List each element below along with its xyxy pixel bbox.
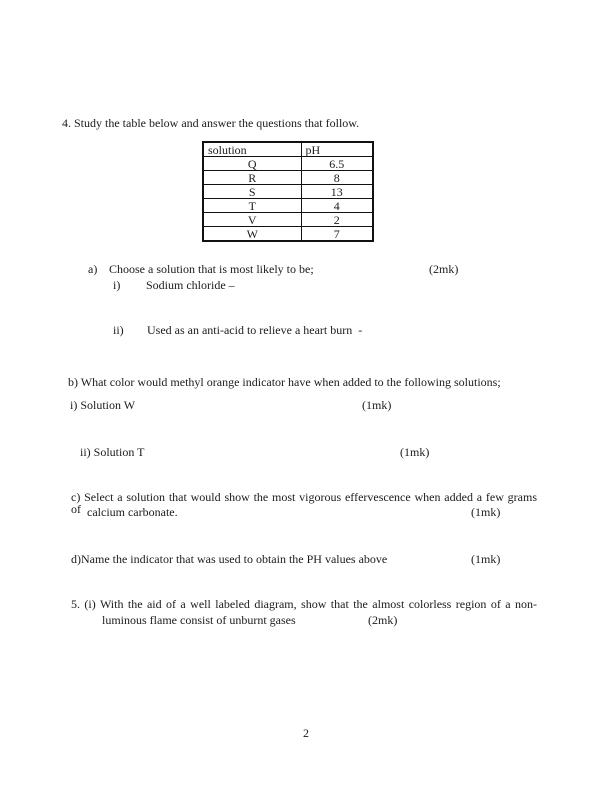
question-4a-ii-text: Used as an anti-acid to relieve a heart burn -	[147, 323, 363, 337]
table-header-solution: solution	[203, 142, 301, 157]
question-5-marks: (2mk)	[368, 613, 398, 627]
ph-cell: 7	[301, 227, 373, 242]
question-4a-i-label: i)	[113, 278, 121, 292]
question-4b-text: b) What color would methyl orange indicator have when added to the following solutions;	[68, 375, 501, 389]
table-row	[203, 157, 373, 171]
solution-cell: V	[203, 213, 301, 227]
question-4-intro: 4. Study the table below and answer the questions that follow.	[62, 116, 360, 130]
question-4a-marks: (2mk)	[429, 262, 459, 276]
question-4a-text: Choose a solution that is most likely to be;	[109, 262, 314, 276]
solution-cell: Q	[203, 157, 301, 171]
table-row	[203, 199, 373, 213]
table-row	[203, 213, 373, 227]
ph-cell: 8	[301, 171, 373, 185]
solution-cell: T	[203, 199, 301, 213]
question-4c-line1: c) Select a solution that would show the most vigorous effervescence when added a few grams of	[71, 490, 537, 516]
question-5-line2: luminous flame consist of unburnt gases	[102, 613, 296, 627]
question-4d-marks: (1mk)	[471, 552, 501, 566]
question-4b-i-marks: (1mk)	[362, 398, 392, 412]
question-4b-ii-marks: (1mk)	[400, 445, 430, 459]
ph-cell: 4	[301, 199, 373, 213]
question-4c-line2: calcium carbonate.	[87, 505, 178, 519]
ph-cell: 2	[301, 213, 373, 227]
question-4a-ii-label: ii)	[113, 323, 124, 337]
page-number: 2	[303, 726, 309, 740]
question-4a-label: a)	[88, 262, 98, 276]
question-4d-text: d)Name the indicator that was used to obtain the PH values above	[71, 552, 388, 566]
ph-cell: 13	[301, 185, 373, 199]
table-row	[203, 227, 373, 242]
table-row	[203, 185, 373, 199]
question-4c-marks: (1mk)	[471, 505, 501, 519]
question-4b-ii-text: ii) Solution T	[80, 445, 145, 459]
solution-cell: R	[203, 171, 301, 185]
question-4a-i-text: Sodium chloride –	[146, 278, 235, 292]
solution-cell: S	[203, 185, 301, 199]
table-header-row	[203, 142, 373, 157]
ph-cell: 6.5	[301, 157, 373, 171]
ph-table	[202, 141, 374, 242]
table-row	[203, 171, 373, 185]
table-header-ph: pH	[301, 142, 373, 157]
solution-cell: W	[203, 227, 301, 242]
question-4b-i-text: i) Solution W	[70, 398, 136, 412]
question-5-line1: 5. (i) With the aid of a well labeled diagram, show that the almost colorless region of a non-	[71, 597, 537, 611]
